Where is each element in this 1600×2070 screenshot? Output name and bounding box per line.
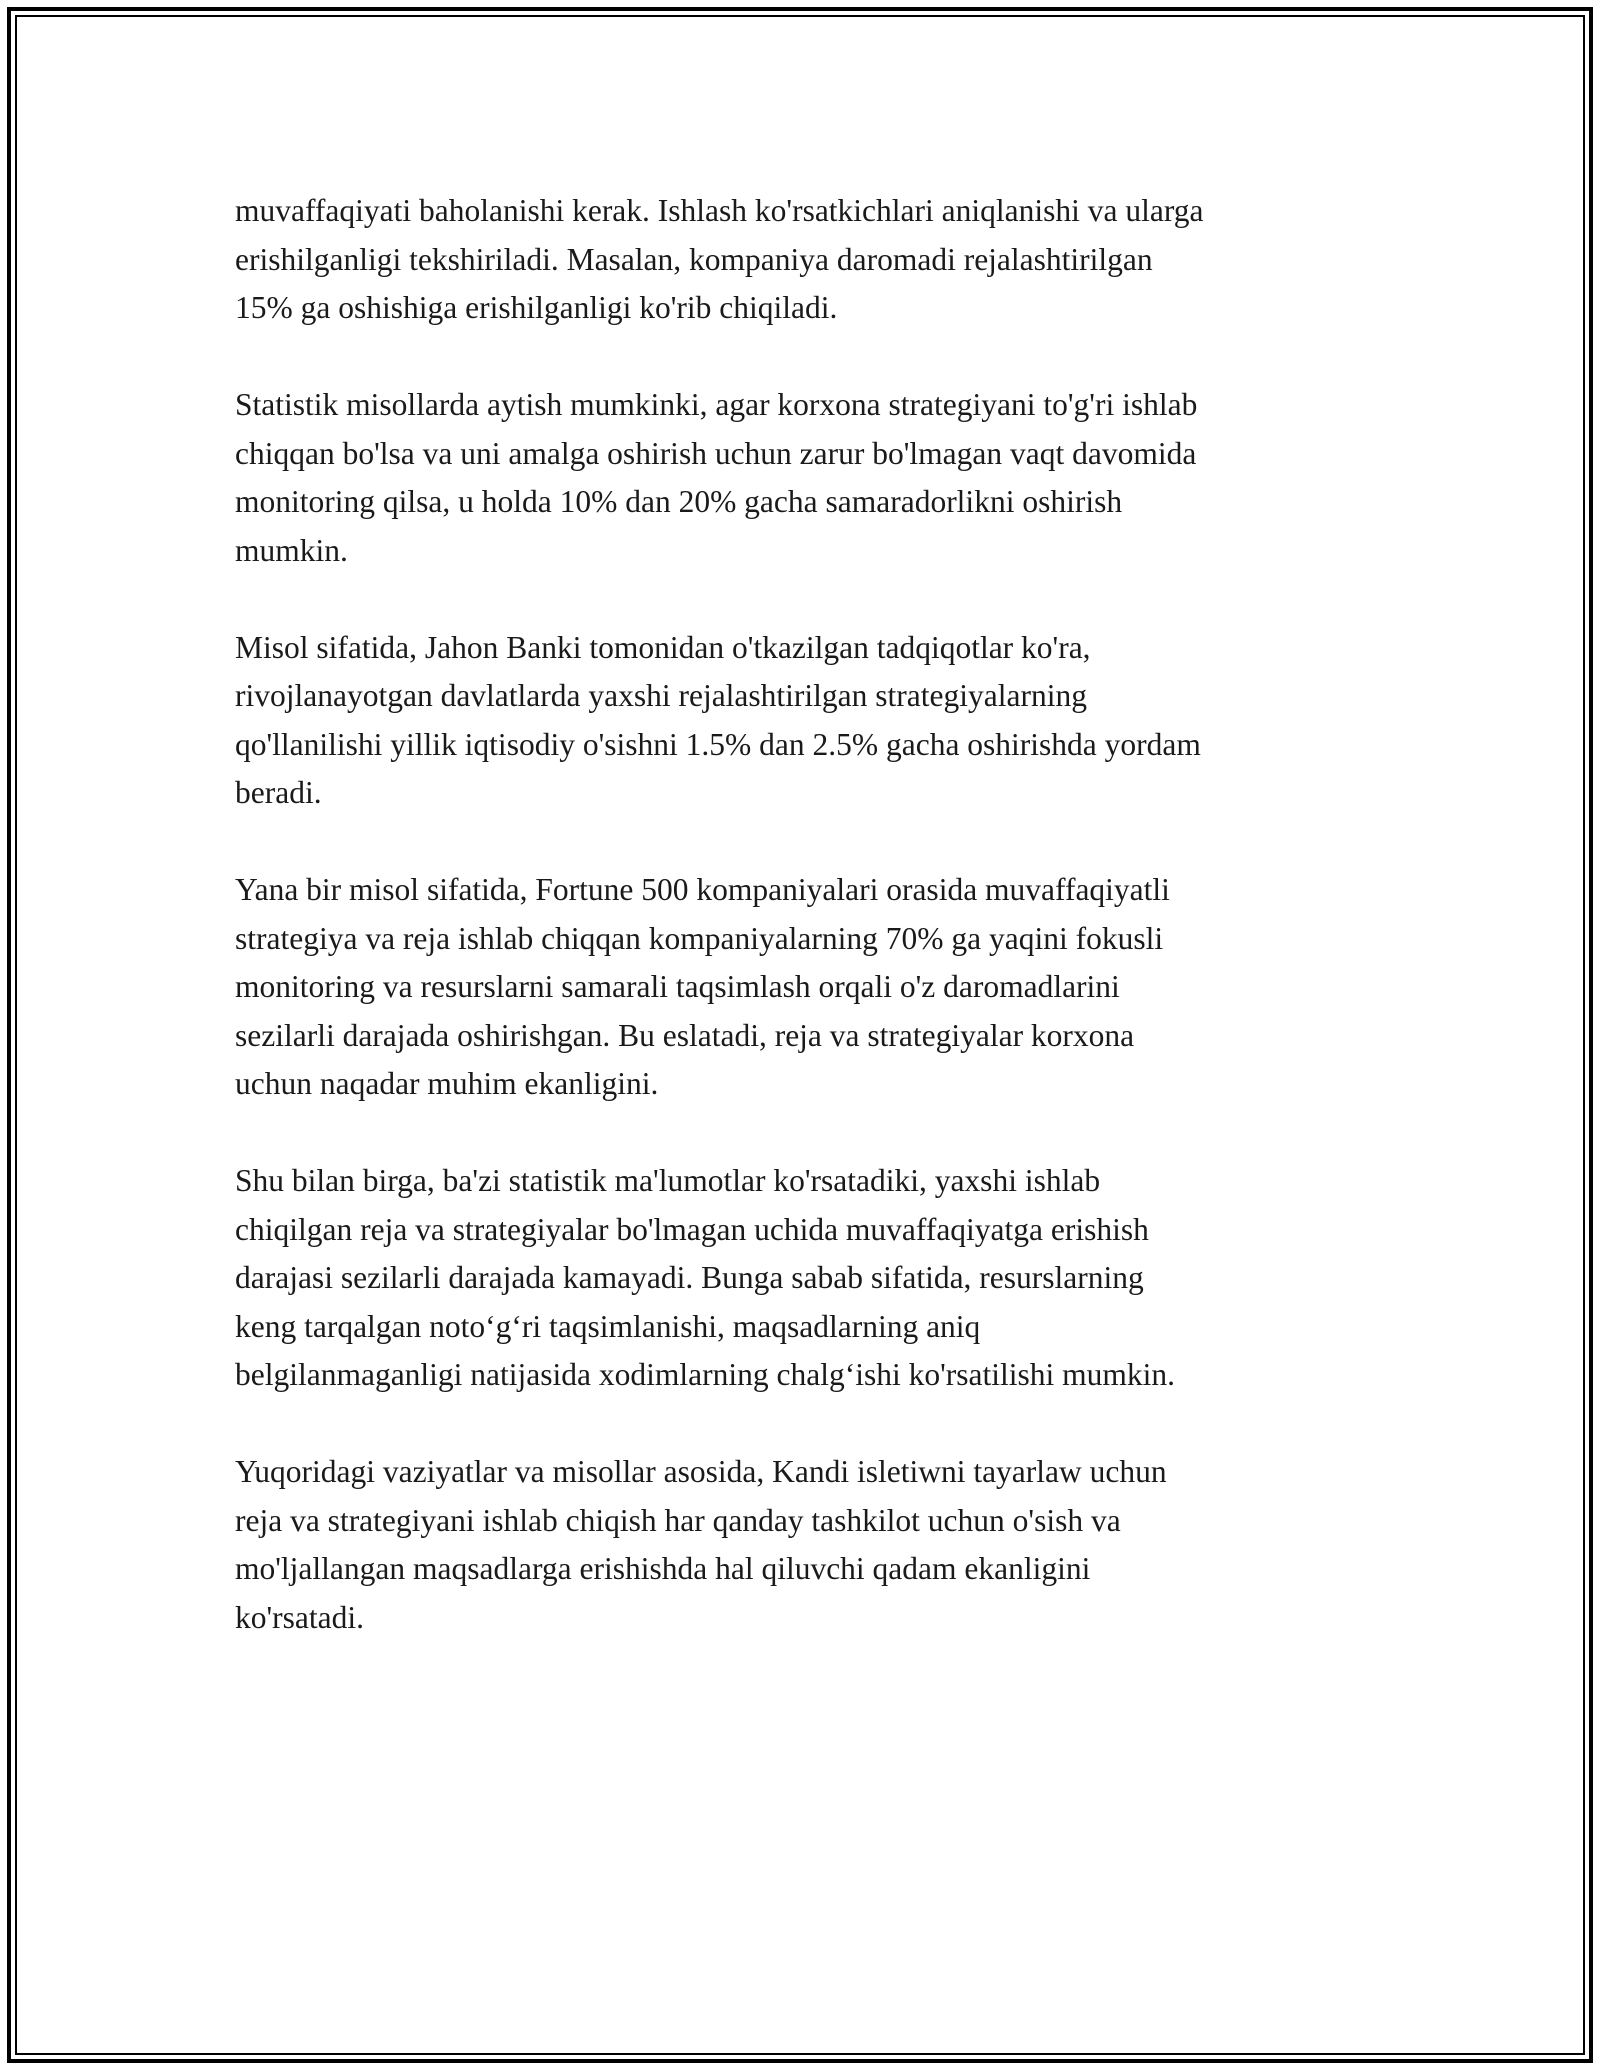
paragraph bbox=[235, 1157, 1375, 1400]
text-line: Statistik misollarda aytish mumkinki, agar korxona strategiyani to'g'ri ishlab bbox=[235, 387, 1198, 422]
text-line: belgilanmaganligi natijasida xodimlarning chalg‘ishi ko'rsatilishi mumkin. bbox=[235, 1357, 1176, 1392]
text-line: keng tarqalgan noto‘g‘ri taqsimlanishi, maqsadlarning aniq bbox=[235, 1308, 981, 1344]
text-line: erishilganligi tekshiriladi. Masalan, kompaniya daromadi rejalashtirilgan bbox=[235, 241, 1153, 277]
paragraph bbox=[235, 1448, 1375, 1642]
text-line: Misol sifatida, Jahon Banki tomonidan o'tkazilgan tadqiqotlar ko'ra, bbox=[235, 629, 1091, 665]
text-line: mumkin. bbox=[235, 532, 348, 568]
text-line: Yuqoridagi vaziyatlar va misollar asosida, Kandi isletiwni tayarlaw uchun bbox=[235, 1454, 1167, 1489]
text-line: monitoring va resurslarni samarali taqsimlash orqali o'z daromadlarini bbox=[235, 969, 1120, 1004]
paragraph bbox=[235, 187, 1375, 333]
text-line: chiqqan bo'lsa va uni amalga oshirish uchun zarur bo'lmagan vaqt davomida bbox=[235, 435, 1197, 471]
text-line: Yana bir misol sifatida, Fortune 500 kompaniyalari orasida muvaffaqiyatli bbox=[235, 872, 1170, 907]
text-line: darajasi sezilarli darajada kamayadi. Bunga sabab sifatida, resurslarning bbox=[235, 1260, 1144, 1295]
text-line: rivojlanayotgan davlatlarda yaxshi rejalashtirilgan strategiyalarning bbox=[235, 678, 1087, 713]
text-line: Shu bilan birga, ba'zi statistik ma'lumotlar ko'rsatadiki, yaxshi ishlab bbox=[235, 1163, 1101, 1198]
text-line: sezilarli darajada oshirishgan. Bu eslatadi, reja va strategiyalar korxona bbox=[235, 1017, 1135, 1053]
text-line: monitoring qilsa, u holda 10% dan 20% gacha samaradorlikni oshirish bbox=[235, 484, 1123, 519]
text-line: strategiya va reja ishlab chiqqan kompaniyalarning 70% ga yaqini fokusli bbox=[235, 920, 1164, 956]
text-line: beradi. bbox=[235, 775, 322, 810]
paragraph bbox=[235, 866, 1375, 1109]
text-line: mo'ljallangan maqsadlarga erishishda hal qiluvchi qadam ekanligini bbox=[235, 1551, 1091, 1586]
text-line: chiqilgan reja va strategiyalar bo'lmagan uchida muvaffaqiyatga erishish bbox=[235, 1211, 1149, 1247]
text-line: muvaffaqiyati baholanishi kerak. Ishlash ko'rsatkichlari aniqlanishi va ularga bbox=[235, 193, 1204, 228]
paragraph bbox=[235, 381, 1375, 575]
text-line: 15% ga oshishiga erishilganligi ko'rib chiqiladi. bbox=[235, 290, 838, 325]
document-body bbox=[235, 187, 1375, 1691]
text-line: ko'rsatadi. bbox=[235, 1599, 365, 1635]
text-line: reja va strategiyani ishlab chiqish har qanday tashkilot uchun o'sish va bbox=[235, 1502, 1121, 1538]
text-line: qo'llanilishi yillik iqtisodiy o'sishni 1.5% dan 2.5% gacha oshirishda yordam bbox=[235, 726, 1201, 762]
paragraph bbox=[235, 624, 1375, 818]
text-line: uchun naqadar muhim ekanligini. bbox=[235, 1066, 659, 1101]
